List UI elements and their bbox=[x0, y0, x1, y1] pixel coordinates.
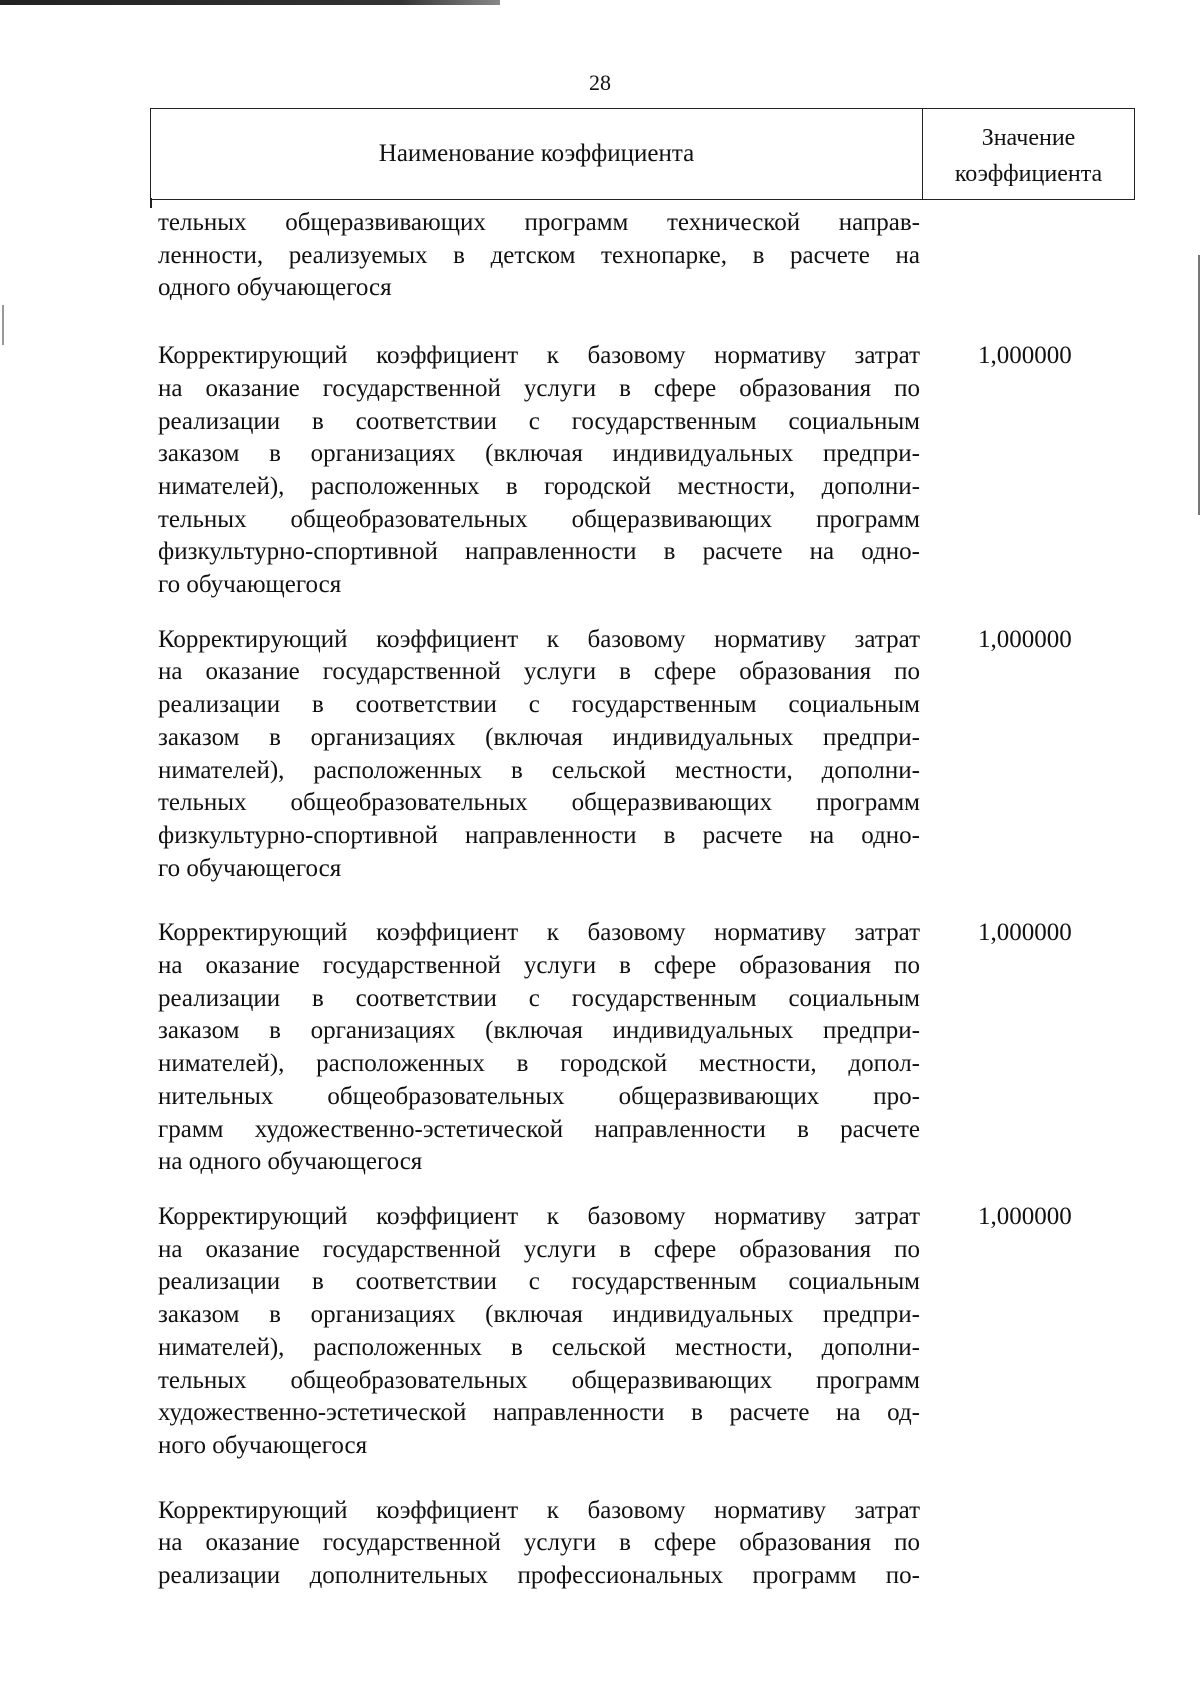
text-line: Корректирующий коэффициент к базовому нормативу затрат bbox=[158, 1496, 920, 1524]
coefficient-value: 1,000000 bbox=[978, 1202, 1072, 1230]
scan-edge-artifact bbox=[2, 305, 4, 345]
text-line: на оказание государственной услуги в сфере образования по bbox=[158, 1235, 920, 1263]
text-line: художественно-эстетической направленности в расчете на од- bbox=[158, 1399, 920, 1427]
text-line: Корректирующий коэффициент к базовому нормативу затрат bbox=[158, 625, 920, 653]
text-line: нительных общеобразовательных общеразвивающих про- bbox=[158, 1082, 920, 1110]
table-header bbox=[150, 108, 1135, 200]
text-line: реализации в соответствии с государственным социальным bbox=[158, 691, 920, 719]
text-line: Корректирующий коэффициент к базовому нормативу затрат bbox=[158, 342, 920, 370]
text-line: тельных общеобразовательных общеразвивающих программ bbox=[158, 789, 920, 817]
table-row bbox=[158, 340, 1118, 602]
text-line: тельных общеобразовательных общеразвивающих программ bbox=[158, 1366, 920, 1394]
text-line: реализации в соответствии с государственным социальным bbox=[158, 984, 920, 1012]
text-line: на оказание государственной услуги в сфере образования по bbox=[158, 952, 920, 980]
text-line: грамм художественно-эстетической направленности в расчете bbox=[158, 1115, 920, 1143]
text-line: заказом в организациях (включая индивидуальных предпри- bbox=[158, 1301, 920, 1329]
scan-edge-artifact bbox=[0, 0, 500, 5]
text-line: одного обучающегося bbox=[158, 274, 392, 302]
text-line: физкультурно-спортивной направленности в расчете на одно- bbox=[158, 821, 920, 849]
text-line: тельных общеобразовательных общеразвивающих программ bbox=[158, 505, 920, 533]
text-line: ленности, реализуемых в детском технопарке, в расчете на bbox=[158, 241, 920, 269]
coefficient-value: 1,000000 bbox=[978, 625, 1072, 653]
text-line: заказом в организациях (включая индивидуальных предпри- bbox=[158, 440, 920, 468]
text-line: нимателей), расположенных в городской местности, дополни- bbox=[158, 472, 920, 500]
coefficient-value: 1,000000 bbox=[978, 919, 1072, 947]
page-number: 28 bbox=[589, 70, 611, 95]
text-line: Корректирующий коэффициент к базовому нормативу затрат bbox=[158, 919, 920, 947]
text-line: ного обучающегося bbox=[158, 1431, 368, 1459]
table-border-fragment bbox=[150, 198, 152, 208]
table-row bbox=[158, 1201, 1118, 1463]
coefficient-value: 1,000000 bbox=[978, 342, 1072, 370]
text-line: го обучающегося bbox=[158, 854, 342, 882]
coefficient-name bbox=[158, 1495, 920, 1593]
text-line: реализации дополнительных профессиональных программ по- bbox=[158, 1562, 920, 1590]
text-line: нимателей), расположенных в сельской местности, дополни- bbox=[158, 1333, 920, 1361]
column-header-value: Значение коэффициента bbox=[954, 125, 1103, 187]
text-line: го обучающегося bbox=[158, 571, 342, 599]
text-line: реализации в соответствии с государственным социальным bbox=[158, 1268, 920, 1296]
text-line: на оказание государственной услуги в сфере образования по bbox=[158, 374, 920, 402]
text-line: физкультурно-спортивной направленности в расчете на одно- bbox=[158, 538, 920, 566]
table-row bbox=[158, 1495, 1118, 1593]
table-row bbox=[158, 624, 1118, 886]
text-line: на оказание государственной услуги в сфере образования по bbox=[158, 1529, 920, 1557]
text-line: Корректирующий коэффициент к базовому нормативу затрат bbox=[158, 1202, 920, 1230]
text-line: нимателей), расположенных в сельской местности, дополни- bbox=[158, 756, 920, 784]
text-line: на одного обучающегося bbox=[158, 1148, 423, 1176]
text-line: нимателей), расположенных в городской местности, допол- bbox=[158, 1050, 920, 1078]
text-line: на оказание государственной услуги в сфере образования по bbox=[158, 658, 920, 686]
text-line: заказом в организациях (включая индивидуальных предпри- bbox=[158, 1017, 920, 1045]
text-line: тельных общеразвивающих программ технической направ- bbox=[158, 209, 920, 236]
coefficient-name bbox=[158, 917, 920, 1179]
text-line: заказом в организациях (включая индивидуальных предпри- bbox=[158, 723, 920, 751]
coefficient-name bbox=[158, 340, 920, 602]
table-row bbox=[158, 917, 1118, 1179]
coefficient-name bbox=[158, 624, 920, 886]
table-row bbox=[158, 207, 1118, 305]
column-header-name: Наименование коэффициента bbox=[151, 109, 923, 199]
coefficient-name bbox=[158, 207, 920, 305]
coefficient-table-body bbox=[158, 207, 1118, 1593]
coefficient-name bbox=[158, 1201, 920, 1463]
text-line: реализации в соответствии с государственным социальным bbox=[158, 407, 920, 435]
